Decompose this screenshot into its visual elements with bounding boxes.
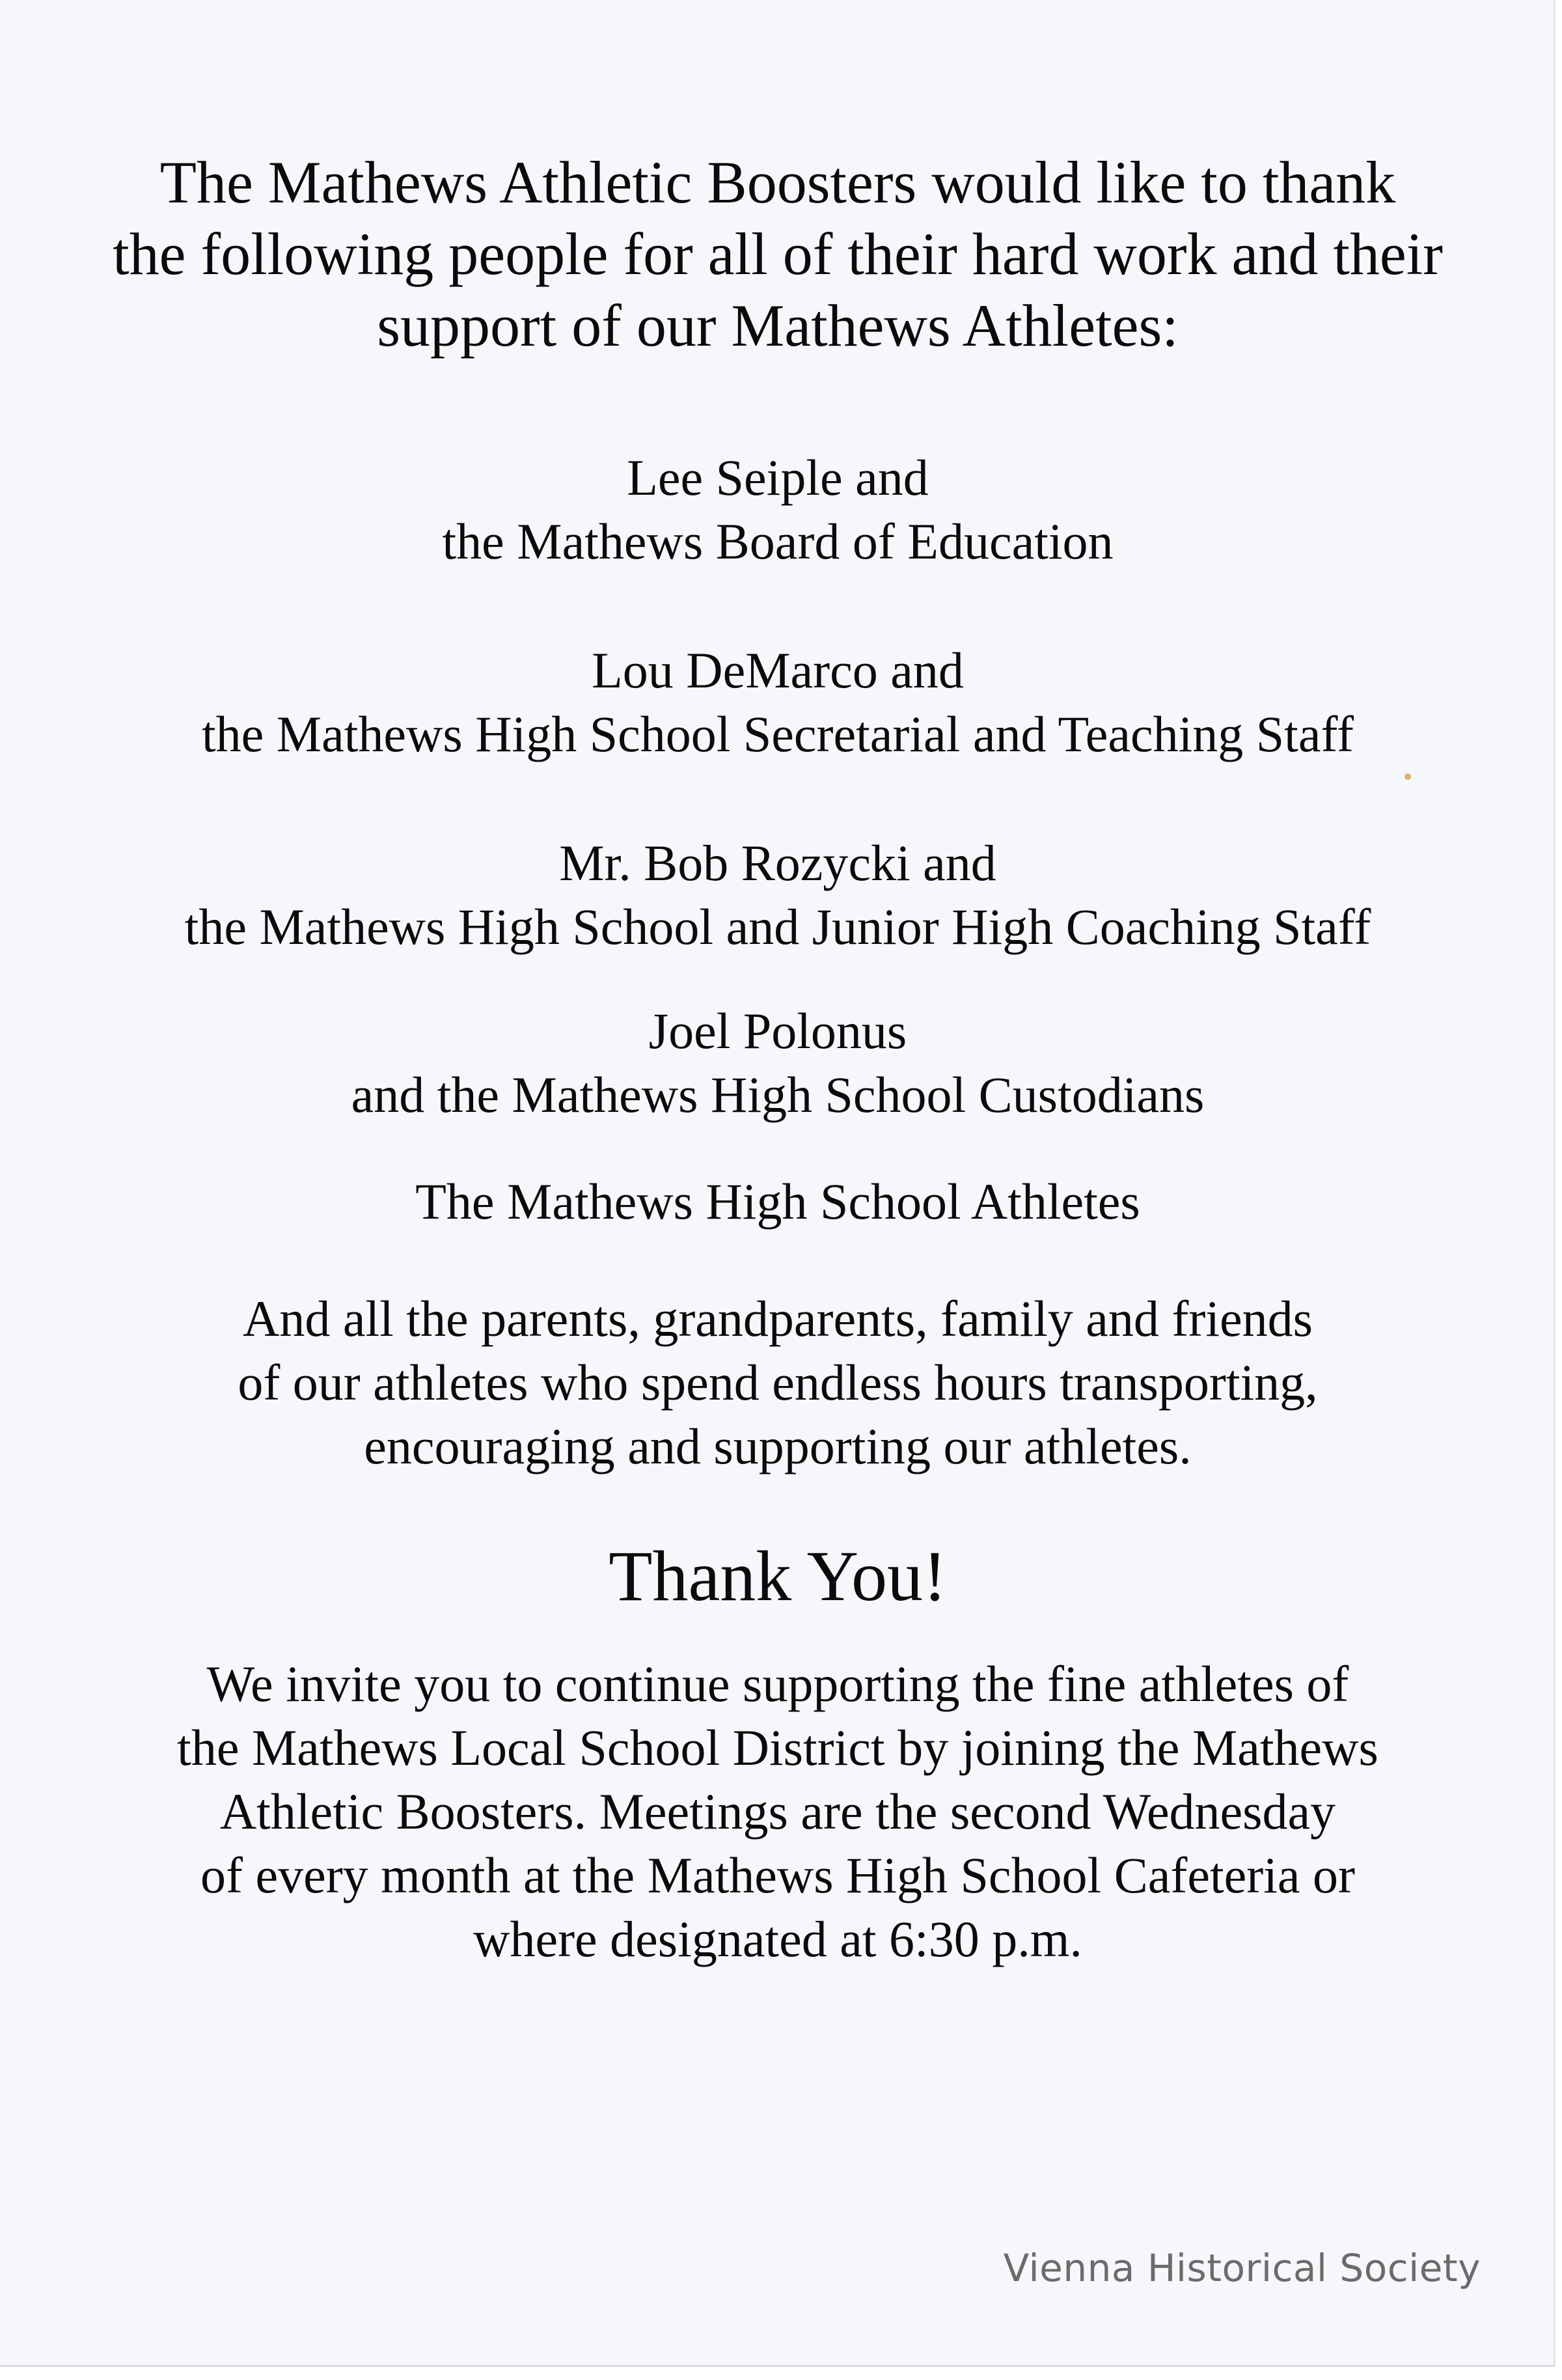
ack-teaching-staff	[78, 639, 1477, 766]
ack-line: Lou DeMarco and	[592, 642, 964, 699]
ack-athletes	[78, 1170, 1477, 1234]
invitation-line: where designated at 6:30 p.m.	[473, 1911, 1082, 1967]
ack-line: Mr. Bob Rozycki and	[559, 835, 996, 891]
intro-line: support of our Mathews Athletes:	[377, 292, 1179, 359]
intro-line: the following people for all of their hard work and their	[113, 221, 1443, 287]
ack-line: the Mathews Board of Education	[442, 513, 1114, 570]
ack-line: encouraging and supporting our athletes.	[364, 1418, 1192, 1474]
invitation-line: Athletic Boosters. Meetings are the second Wednesday	[219, 1783, 1336, 1840]
ack-custodians	[78, 999, 1477, 1127]
invitation-line: of every month at the Mathews High School Cafeteria or	[200, 1847, 1355, 1903]
paper-speck	[1404, 773, 1411, 780]
ack-line: of our athletes who spend endless hours transporting,	[238, 1354, 1318, 1411]
ack-line: And all the parents, grandparents, family and friends	[243, 1290, 1313, 1347]
invitation-paragraph	[78, 1652, 1477, 1971]
ack-line: and the Mathews High School Custodians	[351, 1066, 1205, 1123]
document-body	[78, 146, 1477, 2022]
ack-coaching-staff	[78, 831, 1477, 959]
ack-line: The Mathews High School Athletes	[415, 1173, 1140, 1230]
ack-line: Joel Polonus	[648, 1003, 907, 1059]
ack-line: the Mathews High School and Junior High Coaching Staff	[184, 898, 1371, 955]
watermark-text: Vienna Historical Society	[1003, 2246, 1481, 2290]
ack-board-of-education	[78, 446, 1477, 574]
intro-paragraph	[78, 146, 1477, 361]
ack-line: Lee Seiple and	[627, 449, 929, 506]
invitation-line: We invite you to continue supporting the fine athletes of	[206, 1655, 1349, 1712]
ack-families	[78, 1287, 1477, 1478]
ack-line: the Mathews High School Secretarial and Teaching Staff	[201, 706, 1354, 762]
invitation-line: the Mathews Local School District by joining the Mathews	[177, 1719, 1378, 1776]
intro-line: The Mathews Athletic Boosters would like to thank	[159, 149, 1396, 215]
thank-you-heading: Thank You!	[609, 1536, 947, 1616]
